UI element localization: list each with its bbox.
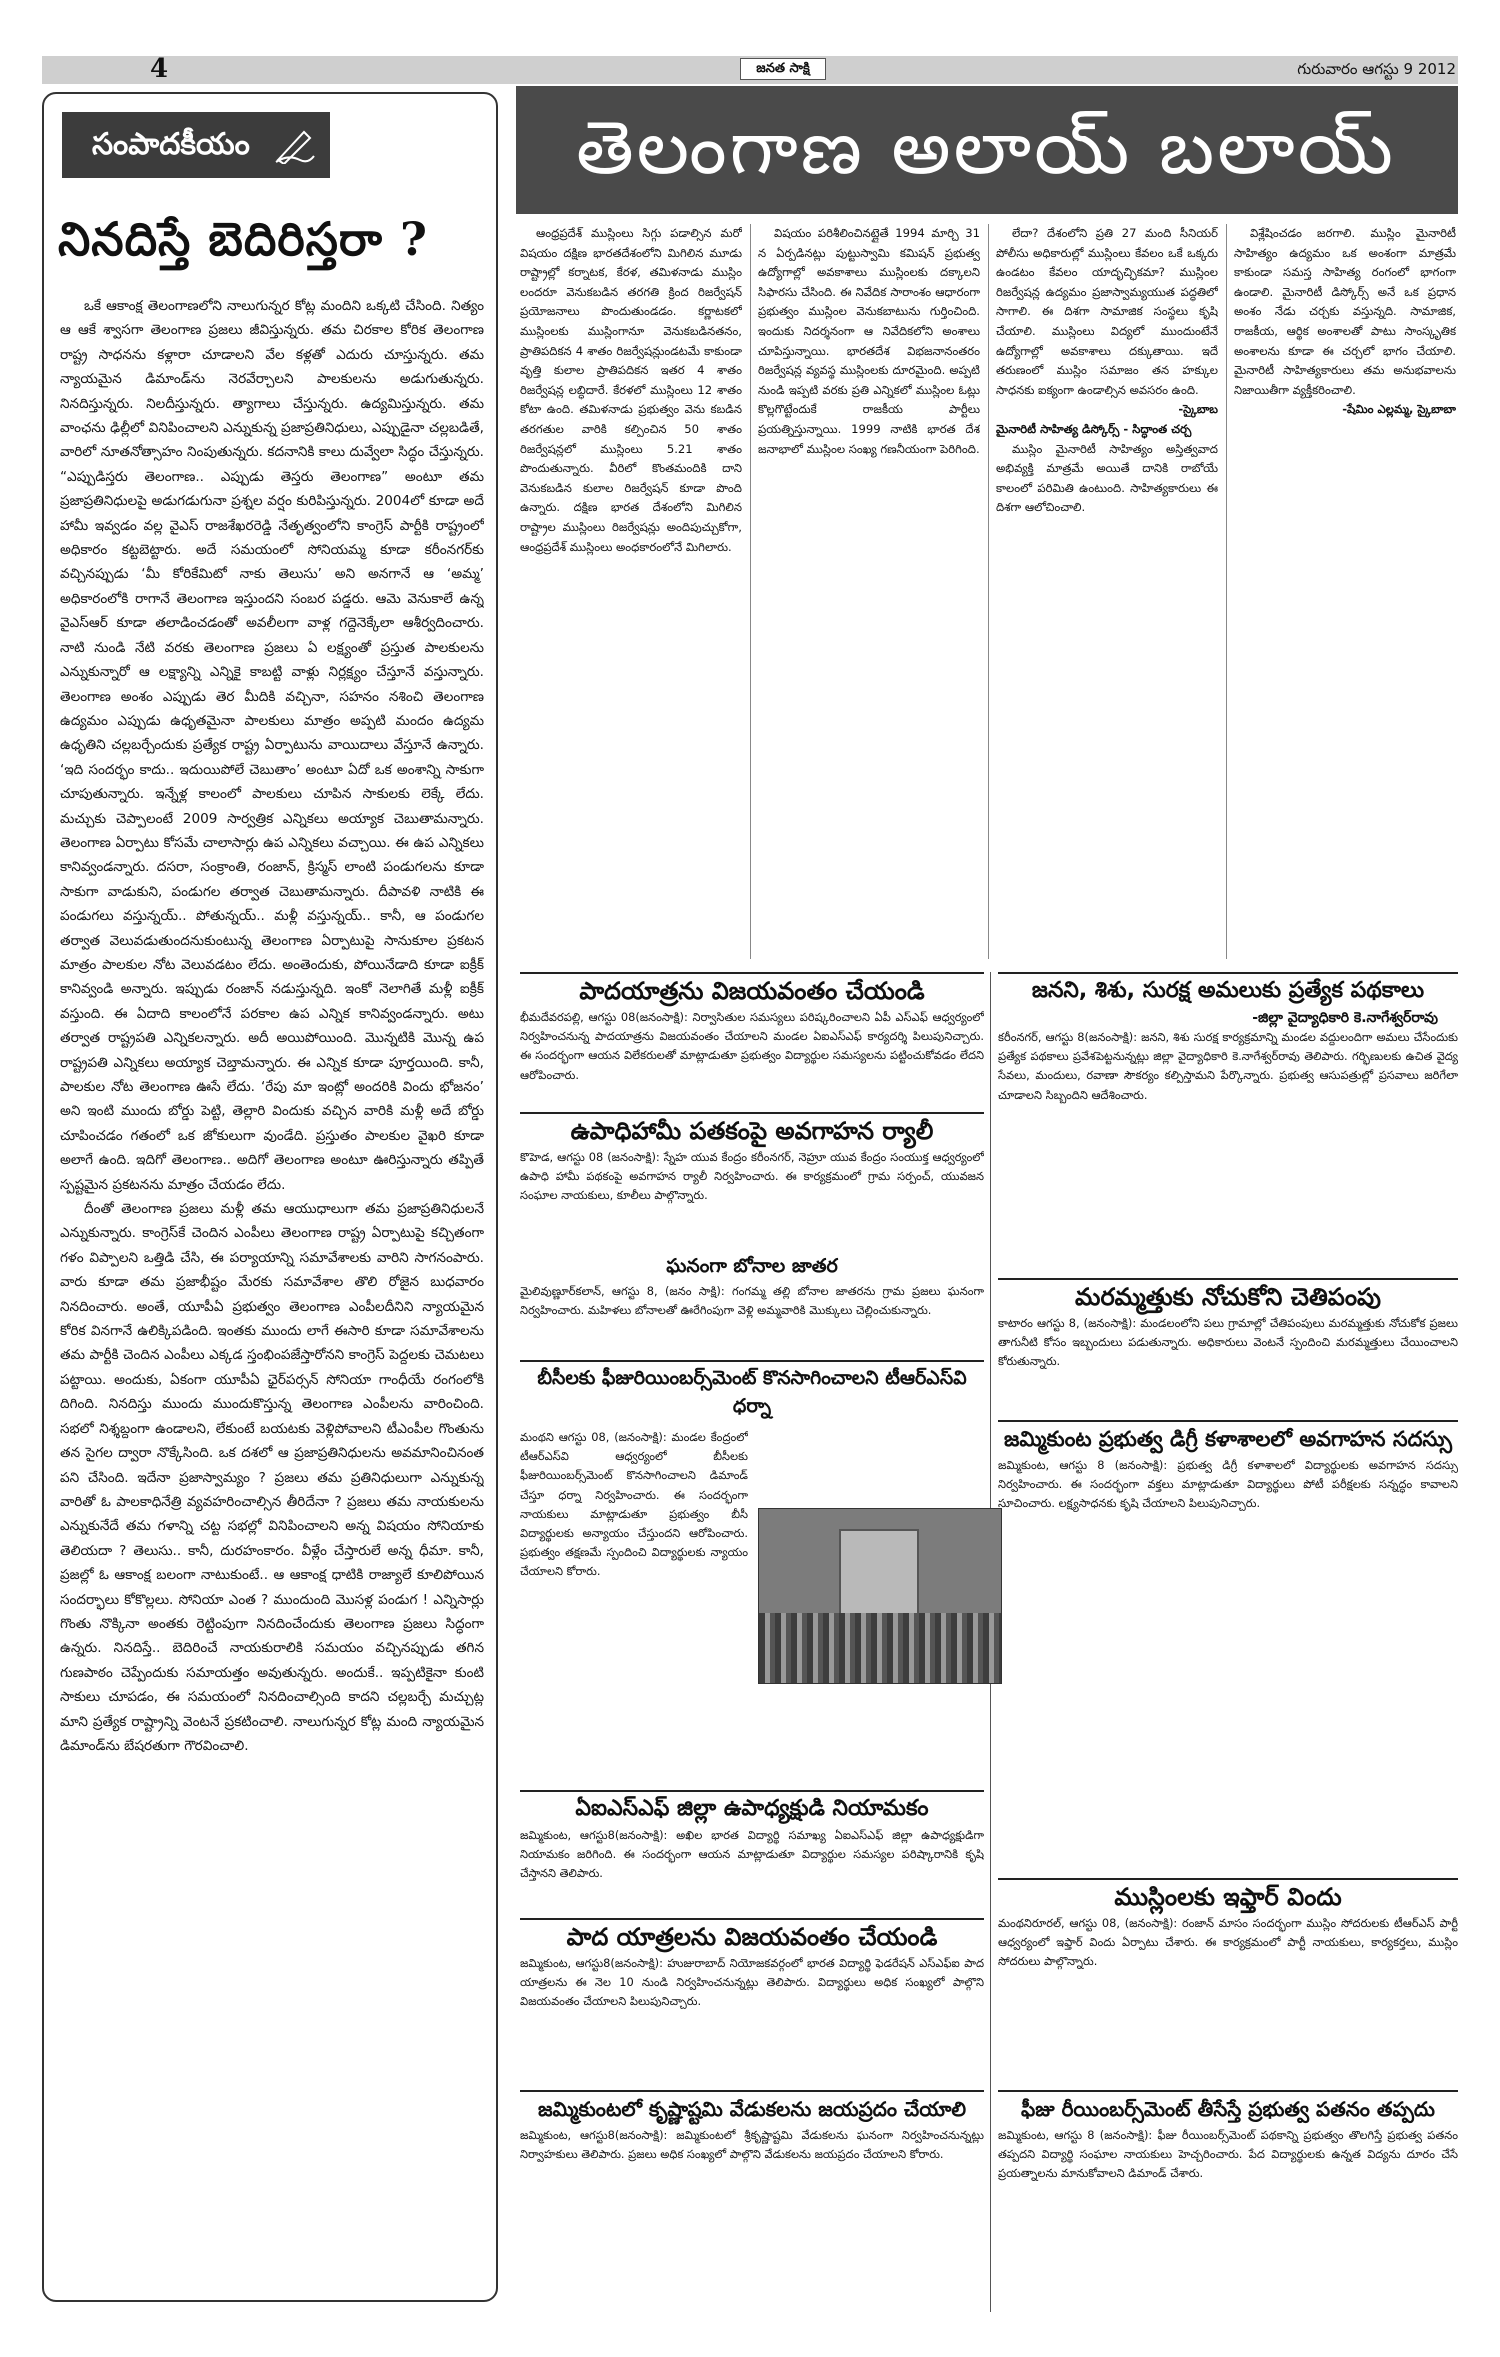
editorial-box — [42, 92, 498, 2302]
story-headline: ఏఐఎస్‌ఎఫ్ జిల్లా ఉపాధ్యక్షుడి నియామకం — [575, 1796, 929, 1821]
story-body: భీమదేవరపల్లి, ఆగస్టు 08(జనంసాక్షి): నిర్వాసితుల సమస్యలు పరిష్కరించాలని ఏపీ ఎస్‌ఎఫ్ ఆధ్వర్యంలో నిర్వహించనున్న పాదయాత్రను విజయవంతం చేయాలని మండల ఏఐఎస్‌ఎఫ్ కార్యదర్శి పిలుపునిచ్చారు. ఈ సందర్భంగా ఆయన విలేకరులతో మాట్లాడుతూ ప్రభుత్వం విద్యార్థుల సమస్యలను పట్టించుకోవడం లేదని ఆరోపించారు. — [520, 1010, 984, 1082]
story-body: జమ్మికుంట, ఆగస్టు 8 (జనంసాక్షి): ఫీజు రీయింబర్స్‌మెంట్ పథకాన్ని ప్రభుత్వం తొలగిస్తే ప్రభుత్వ పతనం తప్పదని విద్యార్థి సంఘాల నాయకులు హెచ్చరించారు. పేద విద్యార్థులకు ఉన్నత విద్యను దూరం చేసే ప్రయత్నాలను మానుకోవాలని డిమాండ్ చేశారు. — [998, 2128, 1458, 2181]
editorial-paragraph: ఒకే ఆకాంక్ష తెలంగాణలోని నాలుగున్నర కోట్ల మందిని ఒక్కటి చేసింది. నిత్యం ఆ ఆకే శ్వాసగా తెలంగాణ ప్రజలు జీవిస్తున్నరు. తమ చిరకాల కోరిక తెలంగాణ రాష్ట్ర సాధనను కళ్లారా చూడాలని వేల కళ్లతో ఎదురు చూస్తున్నరు. తమ న్యాయమైన డిమాండ్‌ను నెరవేర్చాలని పాలకులను అడుగుతున్నరు. నినదిస్తున్నరు. నిలదీస్తున్నరు. త్యాగాలు చేస్తున్నరు. ఉద్యమిస్తున్నరు. తమ వాంఛను ఢిల్లీలో వినిపించాలని ఎన్నుకున్న ప్రజాప్రతినిధులు, ఎప్పుడైనా చల్లబడితే, వారిలో నూతనోత్సాహం నింపుతున్నరు. కదనానికి కాలు దువ్వేలా సిద్ధం చేస్తున్నరు. “ఎప్పుడిస్తరు తెలంగాణ.. ఎప్పుడు తెస్తరు తెలంగాణ” అంటూ తమ ప్రజాప్రతినిధులపై అడుగడుగునా ప్రశ్నల వర్షం కురిపిస్తున్నరు. 2004లో కూడా అదే హామీ ఇవ్వడం వల్ల వైఎస్ రాజశేఖరరెడ్డి నేతృత్వంలోని కాంగ్రెస్ పార్టీకి రాష్ట్రంలో అధికారం కట్టబెట్టారు. అదే సమయంలో సోనియమ్మ కూడా కరీంనగర్‌కు వచ్చినప్పుడు ‘మీ కోరికేమిటో నాకు తెలుసు’ అని అనగానే ఆ ‘అమ్మ’ అధికారంలోకి రాగానే తెలంగాణ ఇస్తుందని సంబర పడ్డరు. ఆమె వెనుకాలే ఉన్న వైఎస్‌ఆర్ కూడా తలాడించడంతో అవలీలగా వాళ్ల గద్దెనెక్కేలా ఆశీర్వదించారు. నాటి నుండి నేటి వరకు తెలంగాణ ప్రజలు ఏ లక్ష్యంతో ప్రస్తుత పాలకులను ఎన్నుకున్నారో ఆ లక్ష్యాన్ని ఎన్నికై కాబట్టి వాళ్లు నిర్లక్ష్యం చేస్తూనే వస్తున్నారు. తెలంగాణ అంశం ఎప్పుడు తెర మీదికి వచ్చినా, సహనం నశించి తెలంగాణ ఉద్యమం ఎప్పుడు ఉధృతమైనా పాలకులు మాత్రం అప్పటి మందం ఉద్యమ ఉధృతిని చల్లబర్చేందుకు ప్రత్యేక రాష్ట్ర ఏర్పాటును వాయిదాలు వేస్తూనే ఉన్నారు. ‘ఇది సందర్భం కాదు.. ఇదుయిపోలే చెబుతాం’ అంటూ ఏదో ఒక అంశాన్ని సాకుగా చూపుతున్నారు. ఇన్నేళ్ల కాలంలో పాలకులు చూపిన సాకులకు లెక్కే లేదు. మచ్చుకు చెప్పాలంటే 2009 సార్వత్రిక ఎన్నికలు అయ్యాక చెబుతామన్నారు. తెలంగాణ ఏర్పాటు కోసమే చాలాసార్లు ఉప ఎన్నికలు వచ్చాయి. ఈ ఉప ఎన్నికలు కానివ్వండన్నారు. దసరా, సంక్రాంతి, రంజాన్, క్రిస్మస్ లాంటి పండుగలను కూడా సాకుగా వాడుకుని, పండుగల తర్వాత చెబుతామన్నారు. దీపావళి నాటికి ఈ పండుగలు వస్తున్నయ్.. పోతున్నయ్.. మళ్లీ వస్తున్నయ్.. కానీ, ఆ పండుగల తర్వాత వెలువడుతుందనుకుంటున్న తెలంగాణ ఏర్పాటుపై సానుకూల ప్రకటన మాత్రం పాలకుల నోట వెలువడటం లేదు. అంతెందుకు, పోయినేడాది కూడా ఐక్రీక్ కానివ్వండి అన్నారు. ఇప్పుడు రంజాన్ నడుస్తున్నది. ఇంకో నెలాగితే మళ్లీ ఐక్రీక్ వస్తుంది. ఈ ఏదాది కాలంలోనే పరకాల ఉప ఎన్నిక కానివ్వండన్నారు. అటు తర్వాత రాష్ట్రపతి ఎన్నికలన్నారు. అదీ అయిపోయింది. మొన్నటికి మొన్న ఉప రాష్ట్రపతి ఎన్నికలు అయ్యాక చెబ్తామన్నారు. ఈ ఎన్నిక కూడా పూర్తయింది. కానీ, పాలకుల నోట తెలంగాణ ఊసే లేదు. ‘రేపు మా ఇంట్లో అందరికి విందు భోజనం’ అని ఇంటి ముందు బోర్డు పెట్టి, తెల్లారి విందుకు వచ్చిన వారికి మళ్లీ అదే బోర్డు చూపించడం గతంలో ఒక జోకులుగా వుండేది. ప్రస్తుతం పాలకుల వైఖరి కూడా అలాగే ఉంది. ఇదిగో తెలంగాణ.. అదిగో తెలంగాణ అంటూ ఊరిస్తున్నారు తప్పితే స్పష్టమైన ప్రకటనను మాత్రం చేయడం లేదు. — [60, 298, 484, 1193]
feature-banner — [516, 86, 1458, 214]
feature-column-1 — [520, 224, 742, 959]
story-headline: ఘనంగా బోనాల జాతర — [666, 1255, 838, 1277]
pen-icon — [274, 126, 316, 164]
story-body: కొహెడ, ఆగస్టు 08 (జనంసాక్షి): స్నేహ యువ కేంద్రం కరీంనగర్, నెహ్రూ యువ కేంద్రం సంయుక్త ఆధ్వర్యంలో ఉపాధి హామీ పథకంపై అవగాహన ర్యాలీ నిర్వహించారు. ఈ కార్యక్రమంలో గ్రామ సర్పంచ్, యువజన సంఘాల నాయకులు, కూలీలు పాల్గొన్నారు. — [520, 1150, 984, 1203]
photo-crowd — [759, 1613, 1001, 1683]
story-college — [998, 1420, 1458, 1856]
feature-banner-title: తెలంగాణ అలాయ్ బలాయ్ — [576, 105, 1396, 191]
editorial-body — [60, 294, 484, 2284]
story-ugadi — [520, 1112, 984, 1244]
feature-text: ముస్లిం మైనారిటీ సాహిత్యం అస్తిత్వవాద అభివ్యక్తి మాత్రమే అయితే దానికి రాబోయే కాలంలో పరిమితి ఉంటుంది. సాహిత్యకారులు ఈ దిశగా ఆలోచించాలి. — [996, 441, 1218, 515]
story-body: జమ్మికుంట, ఆగస్టు 8 (జనంసాక్షి): ప్రభుత్వ డిగ్రీ కళాశాలలో విద్యార్థులకు అవగాహన సదస్సు నిర్వహించారు. ఈ సందర్భంగా వక్తలు మాట్లాడుతూ విద్యార్థులు పోటీ పరీక్షలకు సన్నద్ధం కావాలని సూచించారు. లక్ష్యసాధనకు కృషి చేయాలని పిలుపునిచ్చారు. — [998, 1458, 1458, 1511]
story-repair — [998, 1278, 1458, 1410]
protest-photo — [758, 1508, 1002, 1684]
story-body: మంథనిరూరల్, ఆగస్టు 08, (జనంసాక్షి): రంజాన్ మాసం సందర్భంగా ముస్లిం సోదరులకు టీఆర్‌ఎస్ పార్టీ ఆధ్వర్యంలో ఇఫ్తార్ విందు ఏర్పాటు చేశారు. ఈ కార్యక్రమంలో పార్టీ నాయకులు, కార్యకర్తలు, ముస్లిం సోదరులు పాల్గొన్నారు. — [998, 1916, 1458, 1969]
feature-article — [520, 224, 1458, 964]
issue-date: గురువారం ఆగస్టు 9 2012 — [1297, 60, 1456, 78]
feature-text: విశ్లేషించడం జరగాలి. ముస్లిం మైనారిటీ సాహిత్యం ఉద్యమం ఒక అంశంగా మాత్రమే కాకుండా సమస్త సాహిత్య రంగంలో భాగంగా ఉండాలి. మైనారిటీ డిస్కోర్స్ అనే ఒక ప్రధాన అంశం నేడు చర్చకు వస్తున్నది. సామాజిక, రాజకీయ, ఆర్థిక అంశాలతో పాటు సాంస్కృతిక అంశాలను కూడా ఈ చర్చలో భాగం చేయాలి. మైనారిటీ సాహిత్యకారులు తమ అనుభవాలను నిజాయితీగా వ్యక్తీకరించాలి. — [1234, 226, 1456, 397]
story-fee-reimbursement — [998, 2090, 1458, 2296]
feature-column-4 — [1234, 224, 1456, 959]
editorial-paragraph: దీంతో తెలంగాణ ప్రజలు మళ్లీ తమ ఆయుధాలుగా తమ ప్రజాప్రతినిధులనే ఎన్నుకున్నారు. కాంగ్రెస్‌కే చెందిన ఎంపీలు తెలంగాణ రాష్ట్ర ఏర్పాటుపై కచ్చితంగా గళం విప్పాలని ఒత్తిడి చేసి, ఈ పర్యాయాన్ని సమావేశాలకు వారిని సాగనంపారు. వారు కూడా తమ ప్రజాభీష్టం మేరకు సమావేశాల తొలి రోజైన బుధవారం నినదించారు. అంతే, యూపీఏ ప్రభుత్వం తెలంగాణ ఎంపీలదీనిని న్యాయమైన కోరిక వినగానే ఉలిక్కిపడింది. ఇంతకు ముందు లాగే ఈసారి కూడా సమావేశాలను తమ పార్టీకి చెందిన ఎంపీలు ఎక్కడ స్తంభింపజేస్తారోనని కాంగ్రెస్ పెద్దలకు చెమటలు పట్టాయి. అందుకు, ఏకంగా యూపీఏ ఛైర్‌పర్సన్ సోనియా గాంధీయే రంగంలోకి దిగింది. నినదిస్తు ముందు ముందుకొస్తున్న తెలంగాణ ఎంపీలను వారించింది. సభలో నిశ్శబ్దంగా ఉండాలని, లేకుంటే బయటకు వెళ్లిపోవాలని టీఎంపీల గొంతును తన సైగల ద్వారా నొక్కేసింది. ఒక దశలో ఆ ప్రజాప్రతినిధులను అవమానించినంత పని చేసింది. ఇదేనా ప్రజాస్వామ్యం ? ప్రజలు తమ ప్రతినిధులుగా ఎన్నుకున్న వారితో ఓ పాలకాధినేత్రి వ్యవహరించాల్సిన తీరిదేనా ? ప్రజలు తమ నాయకులను ఎన్నుకునేదే తమ గళాన్ని చట్ట సభల్లో వినిపించాలని అన్న విషయం సోనియాకు తెలియదా ? తెలుసు.. కానీ, దురహంకారం. వీళ్లేం చేస్తారులే అన్న ధీమా. కానీ, ప్రజల్లో ఓ ఆకాంక్ష బలంగా నాటుకుంటే.. ఆ ఆకాంక్ష ధాటికి రాజ్యాలే కూలిపోయిన సందర్భాలు కోకొల్లలు. సోనియా ఎంత ? ముందుంది మొసళ్ల పండుగ ! ఎన్నిసార్లు గొంతు నొక్కినా అంతకు రెట్టింపుగా నినదించేందుకు తెలంగాణ ప్రజలు సిద్ధంగా ఉన్నరు. నినదిస్తే.. బెదిరించే నాయకురాలికి సమయం వచ్చినప్పుడు తగిన గుణపాఠం చెప్పేందుకు సమాయత్తం అవుతున్నరు. అందుకే.. ఇప్పటికైనా కుంటి సాకులు చూపడం, ఈ సమయంలో నినదించాల్సింది కాదని చల్లబర్చే మచ్చుట్ల మాని ప్రత్యేక రాష్ట్రాన్ని వెంటనే ప్రకటించాలి. నాలుగున్నర కోట్ల మంది న్యాయమైన డిమాండ్‌ను బేషరతుగా గౌరవించాలి. — [60, 1201, 484, 1754]
feature-text: విషయం పరిశీలించినట్లైతే 1994 మార్చి 31 న ఏర్పడినట్లు పుట్టుస్వామి కమిషన్ ప్రభుత్వ ఉద్యోగాల్లో అవకాశాలు ముస్లింలకు దక్కాలని సిఫారసు చేసింది. ఈ నివేదిక సారాంశం ఆధారంగా ప్రభుత్వం ముస్లింల వెనుకబాటును గుర్తించింది. ఇందుకు నిదర్శనంగా ఆ నివేదికలోని అంశాలు చూపిస్తున్నాయి. భారతదేశ విభజనానంతరం రిజర్వేషన్ల వ్యవస్థ ముస్లింలకు దూరమైంది. అప్పటి నుండి ఇప్పటి వరకు ప్రతి ఎన్నికలో ముస్లింల ఓట్లు కొల్లగొట్టేందుకే రాజకీయ పార్టీలు ప్రయత్నిస్తున్నాయి. 1999 నాటికి భారత దేశ జనాభాలో ముస్లింల సంఖ్య గణనీయంగా పెరిగింది. — [758, 226, 980, 456]
story-mother-child — [998, 972, 1458, 1258]
editorial-tag — [62, 112, 330, 178]
masthead-logo: జనత సాక్షి — [740, 58, 826, 80]
story-body: కరీంనగర్, ఆగస్టు 8(జనంసాక్షి): జనని, శిశు సురక్ష కార్యక్రమాన్ని మండల వద్దులందిగా అమలు చేసేందుకు ప్రత్యేక పథకాలు ప్రవేశపెట్టనున్నట్లు జిల్లా వైద్యాధికారి కె.నాగేశ్వర్‌రావు తెలిపారు. గర్భిణులకు ఉచిత వైద్య సేవలు, మందులు, రవాణా సౌకర్యం కల్పిస్తామని పేర్కొన్నారు. ప్రభుత్వ ఆసుపత్రుల్లో ప్రసవాలు జరిగేలా చూడాలని సిబ్బందిని ఆదేశించారు. — [998, 1030, 1458, 1102]
editorial-title: నినదిస్తే బెదిరిస్తరా ? — [58, 212, 428, 266]
story-headline: పాదయాత్రను విజయవంతం చేయండి — [579, 977, 925, 1005]
column-divider — [988, 224, 989, 959]
story-body: జమ్మికుంట, ఆగస్టు8(జనంసాక్షి): జమ్మికుంటలో శ్రీకృష్ణాష్టమి వేడుకలను ఘనంగా నిర్వహించనున్నట్లు నిర్వాహకులు తెలిపారు. ప్రజలు అధిక సంఖ్యలో పాల్గొని వేడుకలను జయప్రదం చేయాలని కోరారు. — [520, 2128, 984, 2162]
story-padayatra — [520, 972, 984, 1104]
story-headline: జమ్మికుంట ప్రభుత్వ డిగ్రీ కళాశాలలో అవగాహన సదస్సు — [1003, 1427, 1453, 1451]
story-headline: జమ్మికుంటలో కృష్ణాష్టమి వేడుకలను జయప్రదం చేయాలి — [537, 2097, 967, 2121]
story-body: కాటారం ఆగస్టు 8, (జనంసాక్షి): మండలంలోని పలు గ్రామాల్లో చేతిపంపులు మరమ్మత్తుకు నోచుకోక ప్రజలు తాగునీటి కోసం ఇబ్బందులు పడుతున్నారు. అధికారులు వెంటనే స్పందించి మరమ్మత్తులు చేయించాలని కోరుతున్నారు. — [998, 1316, 1458, 1369]
story-subhead: -జిల్లా వైద్యాధికారి కె.నాగేశ్వర్‌రావు — [1252, 1010, 1438, 1026]
story-body: మంథని ఆగస్టు 08, (జనంసాక్షి): మండల కేంద్రంలో టీఆర్‌ఎస్‌వి ఆధ్వర్యంలో బీసీలకు ఫీజురియింబర్స్‌మెంట్ కొనసాగించాలని డిమాండ్ చేస్తూ ధర్నా నిర్వహించారు. ఈ సందర్భంగా నాయకులు మాట్లాడుతూ ప్రభుత్వం బీసీ విద్యార్థులకు అన్యాయం చేస్తుందని ఆరోపించారు. ప్రభుత్వం తక్షణమే స్పందించి విద్యార్థులకు న్యాయం చేయాలని కోరారు. — [520, 1430, 748, 1579]
feature-text: ఆంధ్రప్రదేశ్ ముస్లింలు సిగ్గు పడాల్సిన మరో విషయం దక్షిణ భారతదేశంలోని మిగిలిన మూడు రాష్ట్రాల్లో కర్నాటక, కేరళ, తమిళనాడు ముస్లిం లందరూ వెనుకబడిన తరగతి క్రింద రిజర్వేషన్ ప్రయోజనాలు పొందుతుండడం. కర్ణాటకలో ముస్లింలకు ముస్లింగానూ వెనుకబడినతనం, ప్రాతిపదికన 4 శాతం రిజర్వేషన్లుండటమే కాకుండా వృత్తి కులాల ప్రాతిపదికన ఇతర 4 శాతం రిజర్వేషన్ల లబ్ధిదారే. కేరళలో ముస్లింలు 12 శాతం కోటా ఉంది. తమిళనాడు ప్రభుత్వం వెను కబడిన తరగతుల వారికి కల్పించిన 50 శాతం రిజర్వేషన్లలో ముస్లింలు 5.21 శాతం పొందుతున్నారు. వీరిలో కొంతమందికి దాని వెనుకబడిన కులాల రిజర్వేషన్ కూడా పొంది ఉన్నారు. దక్షిణ భారత దేశంలోని మిగిలిన రాష్ట్రాల ముస్లింలు రిజర్వేషన్లు అందిపుచ్చుకోగా, ఆంధ్రప్రదేశ్ ముస్లింలు అంధకారంలోనే మిగిలారు. — [520, 226, 742, 554]
author-signature: -స్కైబాబ — [1178, 402, 1218, 417]
story-headline: ముస్లింలకు ఇఫ్తార్ విందు — [1114, 1883, 1342, 1911]
story-aisf — [520, 1790, 984, 1902]
page-number: 4 — [150, 54, 169, 84]
feature-text: లేదా? దేశంలోని ప్రతి 27 మంది సీనియర్ పోలీసు అధికారుల్లో ముస్లింలు కేవలం ఒకే ఒక్కరు ఉండటం కేవలం యాదృచ్ఛికమా? ముస్లింల రిజర్వేషన్ల ఉద్యమం ప్రజాస్వామ్యయుత పద్ధతిలో సాగాలి. ఈ దిశగా సామాజిక సంస్థలు కృషి చేయాలి. ముస్లింలు విద్యలో ముందుంటేనే ఉద్యోగాల్లో అవకాశాలు దక్కుతాయి. ఇదే తరుణంలో ముస్లిం సమాజం తన హక్కుల సాధనకు ఐక్యంగా ఉండాల్సిన అవసరం ఉంది. — [996, 226, 1218, 397]
story-krishnashtami — [520, 2090, 984, 2276]
feature-column-3 — [996, 224, 1218, 959]
feature-column-2 — [758, 224, 980, 959]
story-headline: ఉపాధిహామీ పతకంపై అవగాహన ర్యాలీ — [570, 1117, 934, 1145]
story-headline: బీసీలకు ఫీజురియింబర్స్‌మెంట్ కొనసాగించాలని టీఆర్‌ఎస్‌వి ధర్నా — [537, 1367, 967, 1417]
story-headline: పాద యాత్రలను విజయవంతం చేయండి — [566, 1923, 938, 1951]
photo-building — [839, 1529, 919, 1619]
story-headline: ఫీజు రీయింబర్స్‌మెంట్ తీసేస్తే ప్రభుత్వ పతనం తప్పదు — [1021, 2097, 1435, 2121]
story-headline: మరమ్మత్తుకు నోచుకోని చెతిపంపు — [1075, 1283, 1381, 1311]
author-signature: -షేమిం ఎల్లమ్మ, స్కైబాబా — [1342, 402, 1456, 417]
story-body: జమ్మికుంట, ఆగస్టు8(జనంసాక్షి): హుజురాబాద్ నియోజకవర్గంలో భారత విద్యార్థి ఫెడరేషన్ ఎస్‌ఎఫ్‌ఐ పాద యాత్రలను ఈ నెల 10 నుండి నిర్వహించనున్నట్లు తెలిపారు. విద్యార్థులు అధిక సంఖ్యలో పాల్గొని విజయవంతం చేయాలని పిలుపునిచ్చారు. — [520, 1956, 984, 2009]
column-divider — [750, 224, 751, 959]
story-headline: జనని, శిశు, సురక్ష అమలుకు ప్రత్యేక పథకాలు — [1031, 978, 1425, 1003]
editorial-tag-label: సంపాదకీయం — [92, 127, 250, 162]
story-padayatralu — [520, 1918, 984, 2064]
story-bonalu — [520, 1250, 984, 1358]
story-body: మైలివుణ్ణూర్‌కలాన్, ఆగస్టు 8, (జనం సాక్షి): గంగమ్మ తల్లి బోనాల జాతరను గ్రామ ప్రజలు ఘనంగా నిర్వహించారు. మహిళలు బోనాలతో ఊరేగింపుగా వెళ్లి అమ్మవారికి మొక్కులు చెల్లించుకున్నారు. — [520, 1284, 984, 1318]
column-divider — [1226, 224, 1227, 959]
story-iftar — [998, 1878, 1458, 2094]
section-subhead: మైనారిటీ సాహిత్య డిస్కోర్స్ - సిద్ధాంత చర్చ — [996, 421, 1192, 436]
story-body: జమ్మికుంట, ఆగస్టు8(జనంసాక్షి): అఖిల భారత విద్యార్థి సమాఖ్య ఏఐఎస్‌ఎఫ్ జిల్లా ఉపాధ్యక్షుడిగా నియామకం జరిగింది. ఈ సందర్భంగా ఆయన మాట్లాడుతూ విద్యార్థుల సమస్యల పరిష్కారానికి కృషి చేస్తానని తెలిపారు. — [520, 1828, 984, 1881]
